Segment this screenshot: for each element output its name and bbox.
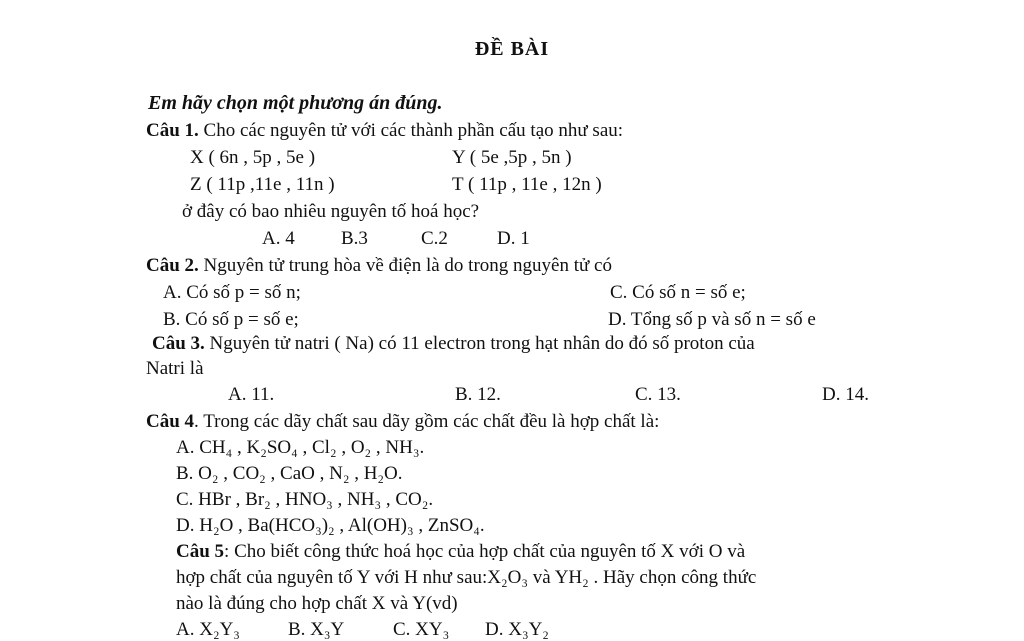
question-3-text: Nguyên tử natri ( Na) có 11 electron trong hạt nhân do đó số proton của <box>204 333 755 354</box>
instruction: Em hãy chọn một phương án đúng. <box>148 92 443 114</box>
question-5-text: : Cho biết công thức hoá học của hợp chất của nguyên tố X với O và <box>224 541 746 562</box>
q3-option-c[interactable]: C. 13. <box>635 384 681 405</box>
question-5-label: Câu 5 <box>176 541 225 562</box>
q1-option-a[interactable]: A. 4 <box>262 228 295 249</box>
q3-option-a[interactable]: A. 11. <box>228 384 275 405</box>
q2-option-b[interactable]: B. Có số p = số e; <box>163 309 299 330</box>
q1-option-c[interactable]: C.2 <box>421 228 448 249</box>
question-3-label: Câu 3. <box>152 333 205 354</box>
atom-x: X ( 6n , 5p , 5e ) <box>190 147 316 168</box>
question-1-label: Câu 1. <box>146 120 199 141</box>
q5-option-c[interactable]: C. XY₃ <box>393 619 450 640</box>
atom-t: T ( 11p , 11e , 12n ) <box>452 174 602 195</box>
question-2-label: Câu 2. <box>146 255 199 276</box>
q2-option-d[interactable]: D. Tổng số p và số n = số e <box>608 309 816 330</box>
question-5-text-cont: hợp chất của nguyên tố Y với H như sau:X₂O₃ và YH₂ . Hãy chọn công thức <box>176 567 757 588</box>
question-4-label: Câu 4 <box>146 411 195 432</box>
question-1-prompt: ở đây có bao nhiêu nguyên tố hoá học? <box>182 201 480 222</box>
q4-option-c[interactable]: C. HBr , Br₂ , HNO₃ , NH₃ , CO₂. <box>176 489 434 510</box>
question-5-text-cont-2: nào là đúng cho hợp chất X và Y(vd) <box>176 593 458 614</box>
question-2 <box>146 255 612 277</box>
q4-option-b[interactable]: B. O₂ , CO₂ , CaO , N₂ , H₂O. <box>176 463 403 484</box>
question-3 <box>152 333 755 355</box>
atom-z: Z ( 11p ,11e , 11n ) <box>190 174 335 195</box>
question-4 <box>146 411 659 433</box>
q5-option-b[interactable]: B. X₃Y <box>288 619 345 640</box>
q1-option-d[interactable]: D. 1 <box>497 228 530 249</box>
q4-option-a[interactable]: A. CH₄ , K₂SO₄ , Cl₂ , O₂ , NH₃. <box>176 437 425 458</box>
question-3-text-cont: Natri là <box>146 358 204 379</box>
question-4-text: . Trong các dãy chất sau dãy gồm các chất đều là hợp chất là: <box>194 411 660 432</box>
question-1-text: Cho các nguyên tử với các thành phần cấu tạo như sau: <box>198 120 624 141</box>
atom-y: Y ( 5e ,5p , 5n ) <box>452 147 572 168</box>
q5-option-d[interactable]: D. X₃Y₂ <box>485 619 549 640</box>
question-1 <box>146 120 623 142</box>
page-title: ĐỀ BÀI <box>474 38 550 60</box>
q3-option-b[interactable]: B. 12. <box>455 384 501 405</box>
q4-option-d[interactable]: D. H₂O , Ba(HCO₃)₂ , Al(OH)₃ , ZnSO₄. <box>176 515 485 536</box>
question-5 <box>176 541 745 563</box>
question-2-text: Nguyên tử trung hòa về điện là do trong nguyên tử có <box>198 255 612 276</box>
q1-option-b[interactable]: B.3 <box>341 228 368 249</box>
q2-option-a[interactable]: A. Có số p = số n; <box>163 282 301 303</box>
q5-option-a[interactable]: A. X₂Y₃ <box>176 619 240 640</box>
q3-option-d[interactable]: D. 14. <box>822 384 869 405</box>
q2-option-c[interactable]: C. Có số n = số e; <box>610 282 746 303</box>
